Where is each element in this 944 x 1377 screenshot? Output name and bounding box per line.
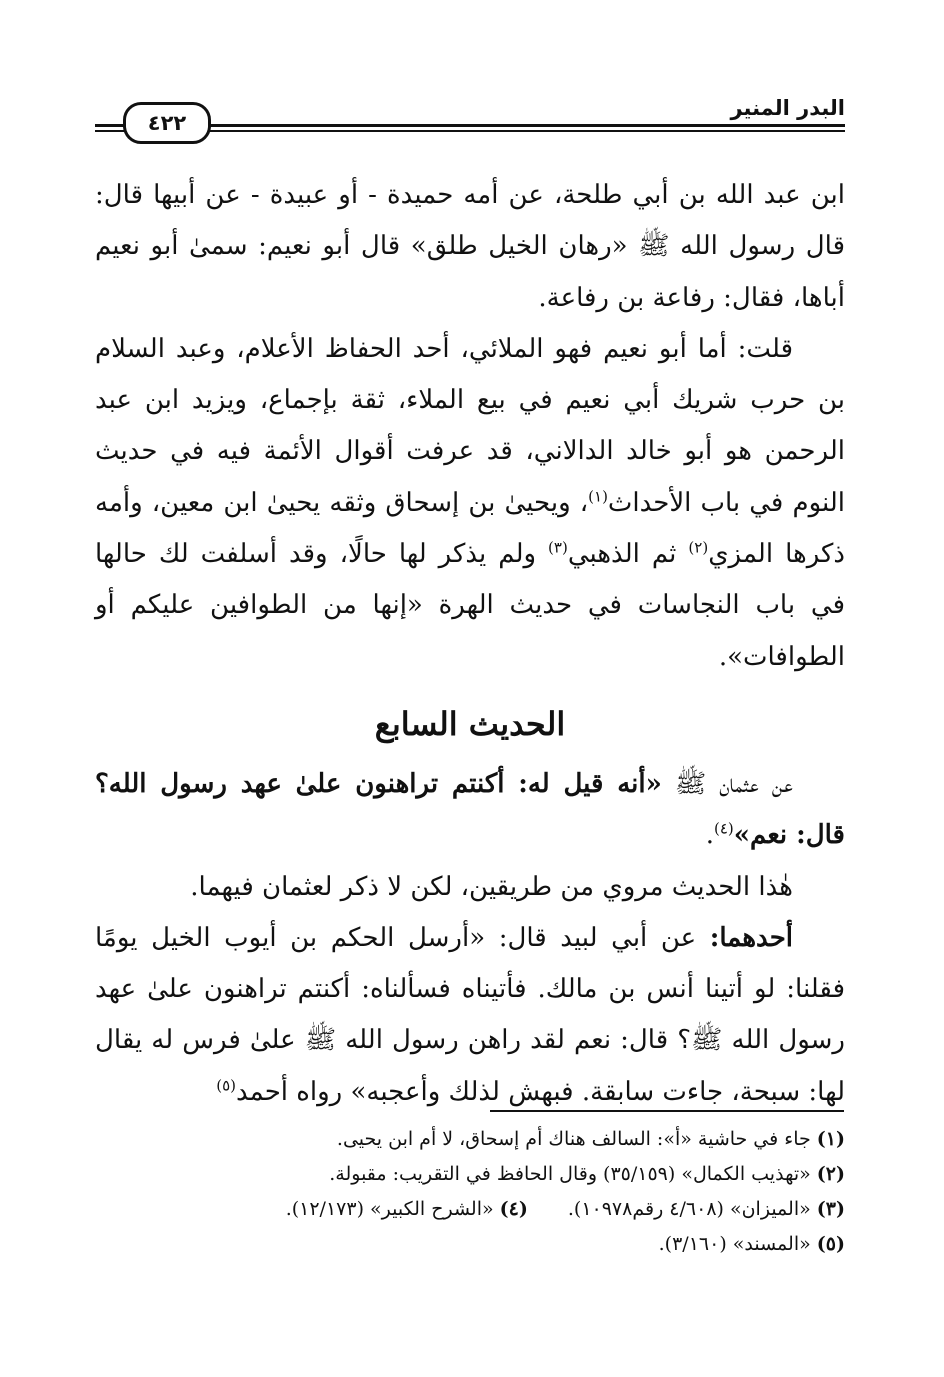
footnote-number: (٥) [816, 1233, 845, 1255]
page-number: ٤٢٢ [123, 102, 211, 144]
path-label: أحدهما: [709, 922, 793, 953]
paragraph-continuation: ابن عبد الله بن أبي طلحة، عن أمه حميدة - أو عبيدة - عن أبيها قال: قال رسول الله ﷺ «رهان الخيل طلق» قال أبو نعيم: سمىٰ أبو نعيم أباها، فقال: رفاعة بن رفاعة. [95, 180, 845, 313]
text-run: . [705, 820, 714, 851]
text-run: ، ويحيىٰ بن إسحاق وثقه يحيىٰ ابن معين، وأمه ذكرها المزي [95, 487, 845, 570]
main-text [95, 170, 845, 1118]
footnote-text: «الميزان» (٤/٦٠٨ رقم١٠٩٧٨). [567, 1198, 817, 1220]
footnote-ref[interactable]: (٣) [548, 538, 568, 557]
footnote-ref[interactable]: (٥) [216, 1076, 237, 1095]
book-title: البدر المنير [730, 96, 845, 120]
footnotes [95, 1122, 845, 1262]
section-heading: الحديث السابع [374, 704, 566, 743]
footnote-text: «الشرح الكبير» (١٢/١٧٣). [285, 1198, 500, 1220]
footnote-1 [95, 1122, 845, 1157]
footnote-2 [95, 1157, 845, 1192]
footnote-ref[interactable]: (١) [588, 487, 608, 506]
footnote-number: (١) [816, 1128, 845, 1150]
paragraph-commentary [95, 324, 845, 683]
paragraph-intro: هٰذا الحديث مروي من طريقين، لكن لا ذكر لعثمان فيهما. [190, 871, 793, 902]
footnote-number: (٢) [816, 1163, 845, 1185]
footnote-ref[interactable]: (٤) [713, 819, 734, 838]
footnote-number: (٤) [499, 1198, 528, 1220]
footnote-3-4 [95, 1192, 845, 1227]
page-header [95, 96, 845, 146]
text-run: عن أبي لبيد قال: «أرسل الحكم بن أيوب الخيل يومًا فقلنا: لو أتينا أنس بن مالك. فأتيناه فسألناه: أكنتم تراهنون علىٰ عهد رسول الله ﷺ؟ قال: نعم لقد راهن رسول الله ﷺ علىٰ فرس له يقال لها: سبحة، جاءت سابقة. فبهش لذلك وأعجبه» رواه أحمد [95, 922, 845, 1107]
hadith-text [95, 759, 845, 862]
footnote-text: جاء في حاشية «أ»: السالف هناك أم إسحاق، لا أم ابن يحيى. [336, 1128, 817, 1150]
footnote-separator [490, 1110, 844, 1112]
text-run: عن عثمان ﷺ [661, 768, 793, 799]
footnote-5 [95, 1227, 845, 1262]
text-run: قلت: أما أبو نعيم فهو الملائي، أحد الحفاظ الأعلام، وعبد السلام بن حرب شريك أبي نعيم في بيع الملاء، ثقة بإجماع، ويزيد ابن عبد الرحمن هو أبو خالد الدالاني، قد عرفت أقوال الأئمة فيه في حديث النوم في باب الأحداث [95, 333, 845, 518]
text-run: ثم الذهبي [567, 539, 689, 570]
text-run: ولم يذكر لها حالًا، وقد أسلفت لك حالها في باب النجاسات في حديث الهرة «إنها من الطوافين عليكم أو الطوافات». [95, 539, 845, 672]
footnote-text: «تهذيب الكمال» (٣٥/١٥٩) وقال الحافظ في التقريب: مقبولة. [329, 1163, 817, 1185]
paragraph-first-path [95, 913, 845, 1118]
footnote-ref[interactable]: (٢) [688, 538, 709, 557]
footnote-text: «المسند» (٣/١٦٠). [658, 1233, 817, 1255]
hadith-quote: «أنه قيل له: أكنتم تراهنون علىٰ عهد رسول الله؟ قال: نعم» [95, 768, 845, 851]
footnote-number: (٣) [816, 1198, 845, 1220]
